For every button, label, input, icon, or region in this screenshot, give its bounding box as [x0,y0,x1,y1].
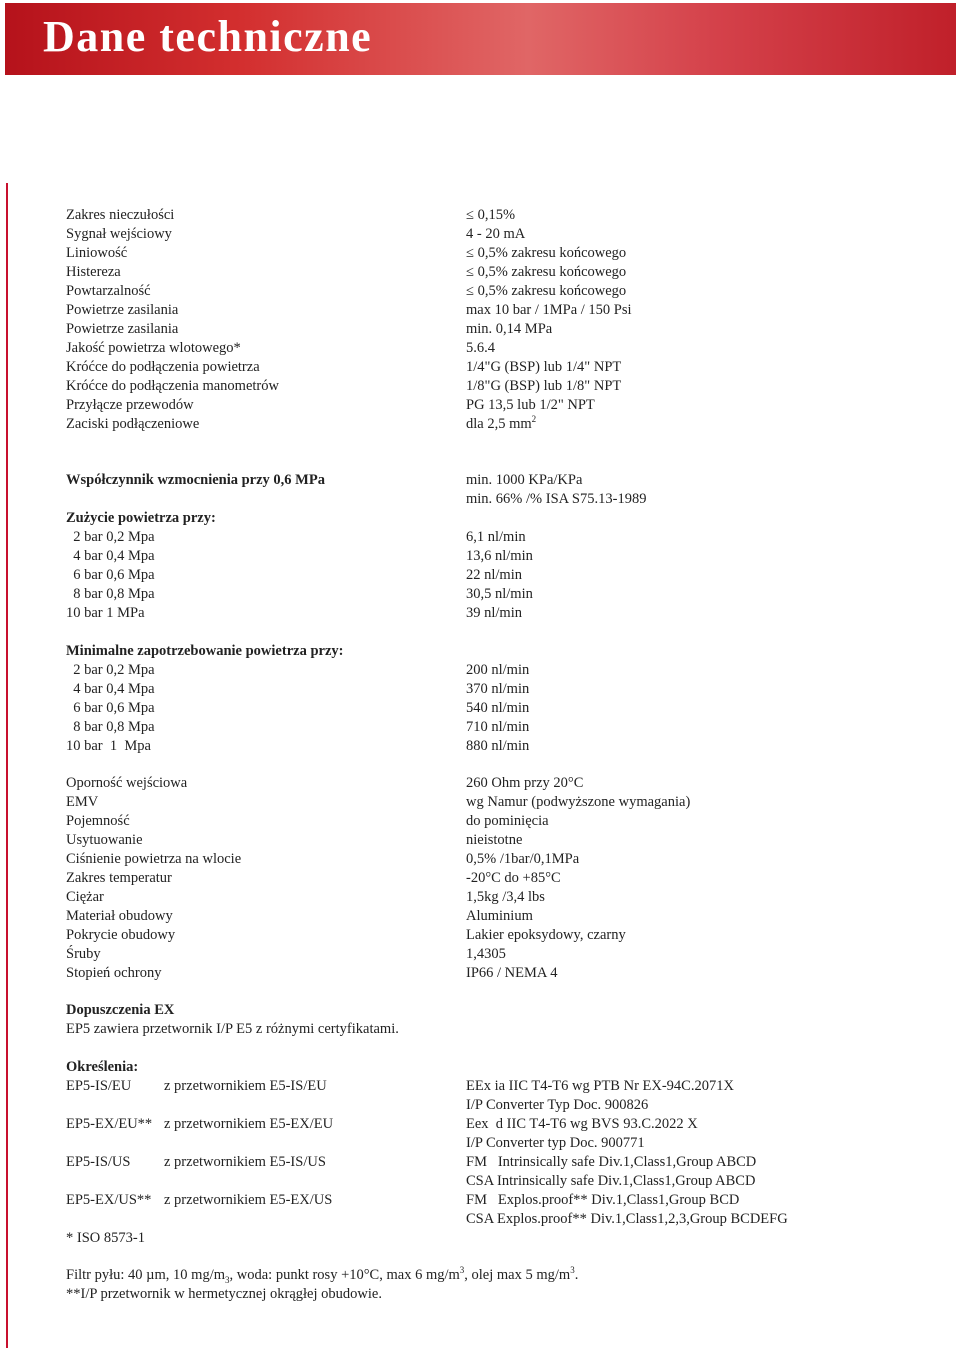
designations-heading-row [0,1058,960,1077]
spec-value: PG 13,5 lub 1/2" NPT [466,397,595,413]
designation-cert: FM Intrinsically safe Div.1,Class1,Group ABCD [466,1154,757,1170]
filter-note-d: . [574,1267,579,1283]
filter-note [66,1266,578,1285]
designations-heading: Określenia: [66,1059,139,1075]
spec-value: 260 Ohm przy 20°C [466,775,584,791]
designation-cert: FM Explos.proof** Div.1,Class1,Group BCD [466,1192,740,1208]
designation-code: EP5-IS/EU [66,1078,132,1094]
demand-heading-row [0,642,960,661]
demand-label: 10 bar 1 Mpa [66,738,151,754]
consumption-heading-row [0,509,960,528]
spec-value: 1,4305 [466,946,506,962]
designation-cert: EEx ia IIC T4-T6 wg PTB Nr EX-94C.2071X [466,1078,734,1094]
spec-row [0,869,960,888]
designation-desc: z przetwornikiem E5-IS/US [164,1154,326,1170]
spec-label: Zakres temperatur [66,870,172,886]
designation-cert: Eex d IIC T4-T6 wg BVS 93.C.2022 X [466,1116,698,1132]
spec-label: Powietrze zasilania [66,321,179,337]
filter-note-row [0,1266,960,1285]
gain-value-1: min. 1000 KPa/KPa [466,472,583,488]
hermetic-note: **I/P przetwornik w hermetycznej okrągłej obudowie. [66,1286,382,1302]
spec-value: nieistotne [466,832,523,848]
spec-label: Zakres nieczułości [66,207,175,223]
subscript: 3 [225,1274,230,1285]
consumption-row [0,604,960,623]
demand-row [0,680,960,699]
spec-value: max 10 bar / 1MPa / 150 Psi [466,302,632,318]
spec-row [0,812,960,831]
spec-row [0,206,960,225]
spec-label: EMV [66,794,99,810]
spec-row [0,244,960,263]
spec-row [0,907,960,926]
spec-label: Oporność wejściowa [66,775,188,791]
spec-label: Ciśnienie powietrza na wlocie [66,851,242,867]
spec-value: Lakier epoksydowy, czarny [466,927,626,943]
spec-value: 0,5% /1bar/0,1MPa [466,851,580,867]
filter-note-a: Filtr pyłu: 40 µm, 10 mg/m [66,1267,226,1283]
spec-label: Przyłącze przewodów [66,397,194,413]
demand-row [0,699,960,718]
spec-row [0,850,960,869]
spec-label: Jakość powietrza wlotowego* [66,340,241,356]
demand-label: 8 bar 0,8 Mpa [66,719,155,735]
spec-value: 4 - 20 mA [466,226,526,242]
spec-label: Powtarzalność [66,283,151,299]
consumption-label: 6 bar 0,6 Mpa [66,567,155,583]
spec-row [0,415,960,434]
spec-value: ≤ 0,15% [466,207,516,223]
superscript: 2 [531,414,537,425]
consumption-value: 39 nl/min [466,605,522,621]
designation-cert-row [0,1210,960,1229]
designation-desc: z przetwornikiem E5-IS/EU [164,1078,327,1094]
spec-row [0,831,960,850]
consumption-value: 30,5 nl/min [466,586,533,602]
gain-label: Współczynnik wzmocnienia przy 0,6 MPa [66,472,325,488]
spec-row [0,263,960,282]
spec-label: Histereza [66,264,121,280]
spec-value: 5.6.4 [466,340,495,356]
demand-row [0,661,960,680]
spec-label: Stopień ochrony [66,965,162,981]
demand-label: 6 bar 0,6 Mpa [66,700,155,716]
designation-code: EP5-EX/EU** [66,1116,153,1132]
consumption-row [0,528,960,547]
superscript: 3 [570,1265,575,1276]
demand-value: 880 nl/min [466,738,530,754]
designation-row [0,1115,960,1134]
spec-label: Pojemność [66,813,130,829]
designation-cert-row [0,1096,960,1115]
spec-row [0,301,960,320]
consumption-row [0,585,960,604]
spec-value: 1,5kg /3,4 lbs [466,889,545,905]
designation-code: EP5-IS/US [66,1154,131,1170]
spec-row [0,225,960,244]
spec-row [0,282,960,301]
ex-text-row [0,1020,960,1039]
designation-code: EP5-EX/US** [66,1192,152,1208]
consumption-value: 22 nl/min [466,567,522,583]
spec-label: Liniowość [66,245,128,261]
spec-row [0,793,960,812]
spec-label: Powietrze zasilania [66,302,179,318]
designation-cert: I/P Converter Typ Doc. 900826 [466,1097,649,1113]
ex-heading-row [0,1001,960,1020]
title-banner [5,3,956,75]
spec-value: -20°C do +85°C [466,870,561,886]
demand-value: 370 nl/min [466,681,530,697]
spec-label: Zaciski podłączeniowe [66,416,200,432]
consumption-label: 4 bar 0,4 Mpa [66,548,155,564]
designation-cert: I/P Converter typ Doc. 900771 [466,1135,645,1151]
spec-label: Śruby [66,946,101,962]
spec-value: 1/4"G (BSP) lub 1/4" NPT [466,359,622,375]
spec-label: Ciężar [66,889,104,905]
designation-cert: CSA Explos.proof** Div.1,Class1,2,3,Group BCDEFG [466,1211,788,1227]
spec-value: ≤ 0,5% zakresu końcowego [466,245,627,261]
filter-note-c: , olej max 5 mg/m [464,1267,571,1283]
spec-row [0,945,960,964]
superscript: 3 [459,1265,465,1276]
demand-value: 200 nl/min [466,662,530,678]
consumption-heading: Zużycie powietrza przy: [66,510,216,526]
designation-cert: CSA Intrinsically safe Div.1,Class1,Group ABCD [466,1173,756,1189]
consumption-label: 8 bar 0,8 Mpa [66,586,155,602]
designation-row [0,1077,960,1096]
gain-row-2 [0,490,960,509]
spec-label: Króćce do podłączenia powietrza [66,359,260,375]
spec-value: IP66 / NEMA 4 [466,965,558,981]
spec-value: wg Namur (podwyższone wymagania) [466,794,691,810]
spec-value [466,415,536,434]
filter-note-b: , woda: punkt rosy +10°C, max 6 mg/m [229,1267,460,1283]
consumption-row [0,566,960,585]
spec-row [0,377,960,396]
spec-row [0,339,960,358]
spec-row [0,964,960,983]
page-title: Dane techniczne [43,12,373,61]
demand-value: 710 nl/min [466,719,530,735]
spec-row [0,320,960,339]
spec-row [0,774,960,793]
spec-row [0,396,960,415]
spec-label: Usytuowanie [66,832,143,848]
iso-note: * ISO 8573-1 [66,1230,145,1246]
demand-label: 4 bar 0,4 Mpa [66,681,155,697]
spec-value: do pominięcia [466,813,549,829]
gain-value-2: min. 66% /% ISA S75.13-1989 [466,491,647,507]
spec-value: Aluminium [466,908,533,924]
consumption-value: 6,1 nl/min [466,529,526,545]
consumption-label: 10 bar 1 MPa [66,605,145,621]
demand-label: 2 bar 0,2 Mpa [66,662,155,678]
spec-label: Króćce do podłączenia manometrów [66,378,279,394]
consumption-value: 13,6 nl/min [466,548,533,564]
gain-row [0,471,960,490]
spec-row [0,926,960,945]
spec-row [0,888,960,907]
consumption-label: 2 bar 0,2 Mpa [66,529,155,545]
demand-row [0,737,960,756]
designation-desc: z przetwornikiem E5-EX/US [164,1192,333,1208]
demand-heading: Minimalne zapotrzebowanie powietrza przy: [66,643,344,659]
designation-desc: z przetwornikiem E5-EX/EU [164,1116,334,1132]
spec-row [0,358,960,377]
ex-heading: Dopuszczenia EX [66,1002,175,1018]
spec-value-text: dla 2,5 mm [466,416,532,432]
spec-value: ≤ 0,5% zakresu końcowego [466,283,627,299]
spec-label: Sygnał wejściowy [66,226,172,242]
spec-value: 1/8"G (BSP) lub 1/8" NPT [466,378,622,394]
spec-label: Pokrycie obudowy [66,927,176,943]
spec-value: ≤ 0,5% zakresu końcowego [466,264,627,280]
iso-note-row [0,1229,960,1248]
designation-cert-row [0,1134,960,1153]
hermetic-note-row [0,1285,960,1304]
spec-label: Materiał obudowy [66,908,173,924]
demand-row [0,718,960,737]
consumption-row [0,547,960,566]
demand-value: 540 nl/min [466,700,530,716]
designation-cert-row [0,1172,960,1191]
designation-row [0,1153,960,1172]
spec-value: min. 0,14 MPa [466,321,553,337]
ex-text: EP5 zawiera przetwornik I/P E5 z różnymi certyfikatami. [66,1021,399,1037]
designation-row [0,1191,960,1210]
